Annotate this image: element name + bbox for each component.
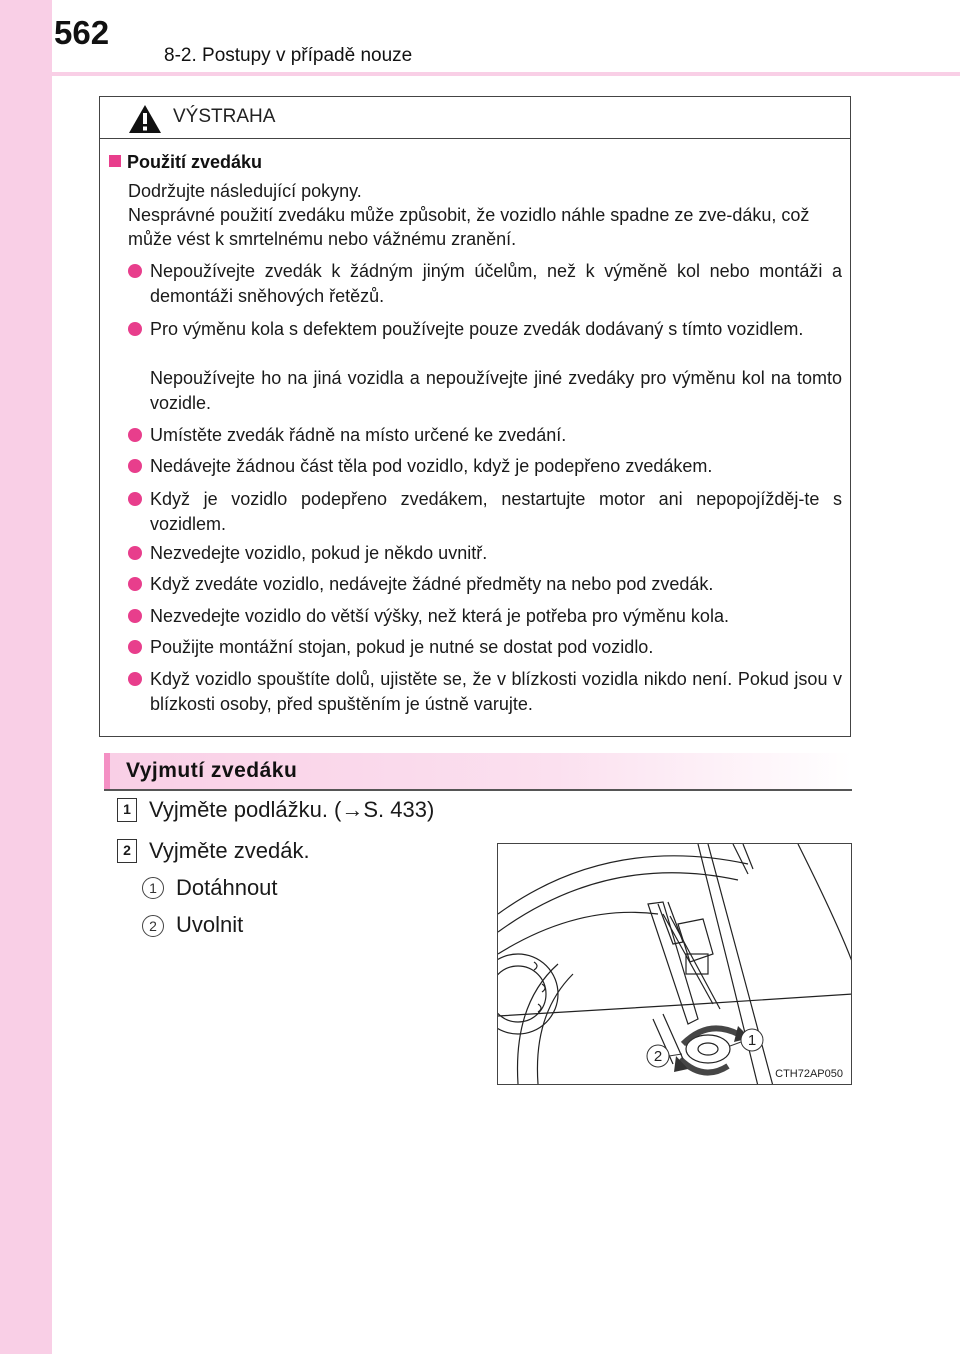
bullet-dot-icon — [128, 322, 142, 336]
jack-removal-illustration — [497, 843, 852, 1085]
header-rule — [0, 72, 960, 76]
page-number: 562 — [54, 14, 110, 51]
bullet-dot-icon — [128, 546, 142, 560]
bullet-dot-icon — [128, 609, 142, 623]
callout-1: 1 — [747, 1032, 757, 1049]
substep-number-circle: 2 — [142, 915, 164, 937]
warning-subheading — [109, 152, 262, 173]
step-number-box: 1 — [117, 798, 137, 822]
warning-bullet: Pro výměnu kola s defektem používejte pouze zvedák dodávaný s tímto vozidlem. — [128, 317, 842, 342]
warning-triangle-icon — [128, 104, 162, 134]
bullet-dot-icon — [128, 428, 142, 442]
bullet-dot-icon — [128, 672, 142, 686]
substep-number-circle: 1 — [142, 877, 164, 899]
section-title: 8-2. Postupy v případě nouze — [164, 45, 413, 66]
substep-text: Dotáhnout — [176, 875, 278, 900]
square-bullet-icon — [109, 155, 121, 167]
bullet-dot-icon — [128, 577, 142, 591]
warning-bullet: Když vozidlo spouštíte dolů, ujistěte se, že v blízkosti vozidla nikdo není. Pokud jsou v blízkosti osoby, před spuštěním je ústně varujte. — [128, 667, 842, 717]
warning-intro-line1: Dodržujte následující pokyny. — [128, 181, 362, 201]
warning-title: VÝSTRAHA — [173, 106, 276, 127]
warning-bullet: Když zvedáte vozidlo, nedávejte žádné předměty na nebo pod zvedák. — [128, 572, 842, 597]
bullet-dot-icon — [128, 640, 142, 654]
trunk-jack-drawing — [498, 844, 852, 1085]
warning-bullet: Nezvedejte vozidlo, pokud je někdo uvnitř. — [128, 541, 842, 566]
step-number-box: 2 — [117, 839, 137, 863]
bullet-dot-icon — [128, 264, 142, 278]
step-text: Vyjměte zvedák. — [149, 838, 310, 863]
page-side-band — [0, 0, 52, 1354]
warning-bullet: Použijte montážní stojan, pokud je nutné se dostat pod vozidlo. — [128, 635, 842, 660]
warning-bullet: Nedávejte žádnou část těla pod vozidlo, když je podepřeno zvedákem. — [128, 454, 842, 479]
bullet-dot-icon — [128, 459, 142, 473]
bullet-dot-icon — [128, 492, 142, 506]
figure-code: CTH72AP050 — [775, 1068, 843, 1080]
warning-bullet: Když je vozidlo podepřeno zvedákem, nestartujte motor ani nepopojížděj-te s vozidlem. — [128, 487, 842, 537]
warning-bullet: Umístěte zvedák řádně na místo určené ke zvedání. — [128, 423, 842, 448]
warning-bullet-continuation: Nepoužívejte ho na jiná vozidla a nepoužívejte jiné zvedáky pro výměnu kol na tomto vozidle. — [150, 368, 842, 413]
warning-header — [100, 97, 850, 139]
substep-text: Uvolnit — [176, 912, 244, 937]
section-banner — [104, 753, 852, 789]
warning-bullet: Nezvedejte vozidlo do větší výšky, než která je potřeba pro výměnu kola. — [128, 604, 842, 629]
banner-rule — [104, 789, 852, 791]
section-heading: Vyjmutí zvedáku — [126, 759, 298, 782]
warning-bullet: Nepoužívejte zvedák k žádným jiným účelům, než k výměně kol nebo montáži a demontáži sněhových řetězů. — [128, 259, 842, 309]
warning-intro-line2: Nesprávné použití zvedáku může způsobit, že vozidlo náhle spadne ze zve-dáku, což může vést k smrtelnému nebo vážnému zranění. — [128, 205, 810, 249]
callout-2: 2 — [653, 1048, 663, 1065]
warning-subheading-text: Použití zvedáku — [127, 152, 263, 172]
step-text: Vyjměte podlážku. (→S. 433) — [149, 797, 435, 822]
warning-box — [99, 96, 851, 737]
